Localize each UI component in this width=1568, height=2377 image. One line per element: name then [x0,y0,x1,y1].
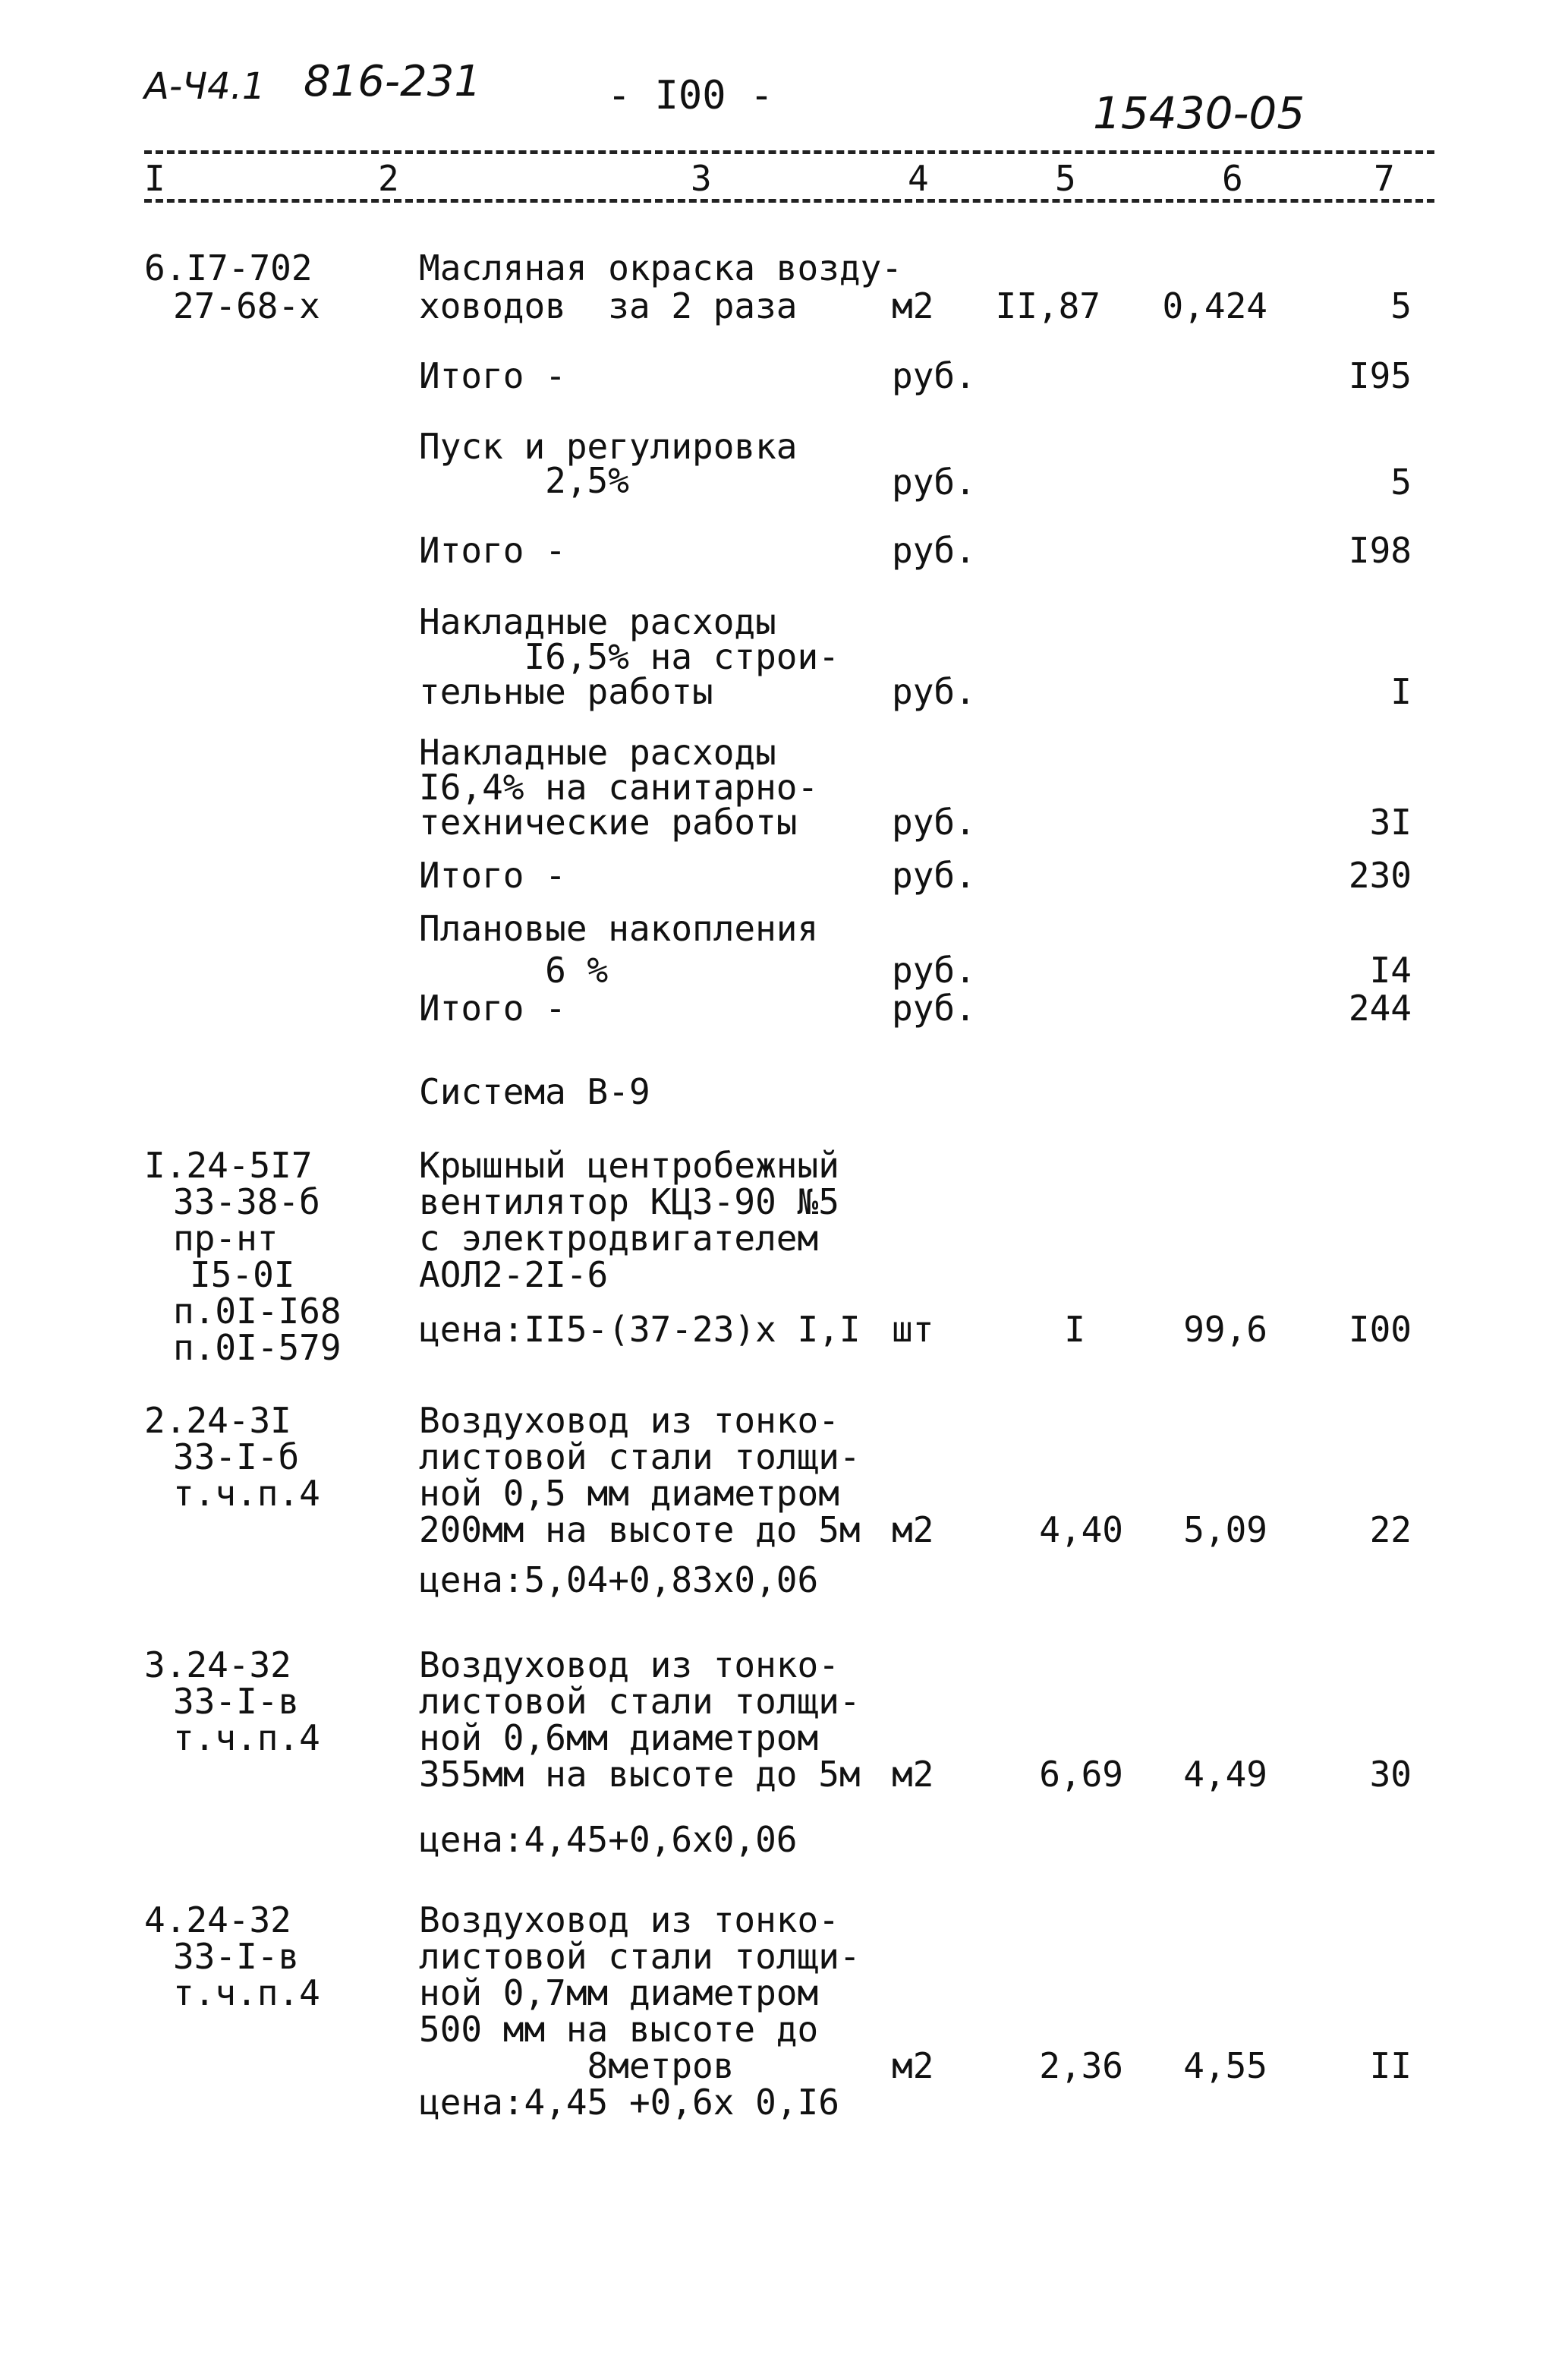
row-code-line: 33-I-в [173,1681,300,1722]
row-desc-line: 8метров [419,2045,735,2086]
sheet-ref: А-Ч4.1 [144,65,266,108]
row-code-line: т.ч.п.4 [173,1972,320,2013]
row-code-line: 27-68-х [173,285,320,326]
row-desc-line: Накладные расходы [419,601,776,642]
row-unit: м2 [892,1509,934,1550]
row-desc-line: тельные работы [419,671,713,712]
row-total: I4 [1369,950,1412,991]
column-number-4: 4 [908,158,929,199]
row-total: I98 [1348,530,1412,571]
row-code-line: п.0I-579 [173,1327,342,1368]
row-desc-line: 6 % [419,950,609,991]
row-total: 5 [1390,285,1412,326]
header-rule-top [144,150,1434,154]
row-unit: руб. [892,855,976,896]
row-unit: руб. [892,462,976,503]
row-qty: 6,69 [1039,1754,1123,1795]
row-unit: руб. [892,530,976,571]
row-code-line: 33-38-б [173,1181,320,1222]
row-total: II [1369,2045,1412,2086]
row-desc-line: 2,5% [419,460,629,501]
row-desc-line: с электродвигателем [419,1218,819,1259]
column-number-1: I [144,158,165,199]
row-unit: руб. [892,671,976,712]
row-desc-line: ной 0,5 мм диаметром [419,1473,839,1514]
row-unit: руб. [892,355,976,396]
row-desc-line: ховодов за 2 раза [419,285,798,326]
row-qty: II,87 [995,285,1100,326]
row-code-line: т.ч.п.4 [173,1717,320,1758]
row-desc-line: Плановые накопления [419,908,819,949]
row-desc-line: цена:5,04+0,83х0,06 [419,1559,819,1600]
row-unit: м2 [892,1754,934,1795]
header-rule-bottom [144,199,1434,203]
row-desc-line: ной 0,7мм диаметром [419,1972,819,2013]
row-code-line: 4.24-32 [144,1899,291,1940]
row-total: 230 [1348,855,1412,896]
row-total: 22 [1369,1509,1412,1550]
row-desc-line: Масляная окраска возду- [419,247,902,288]
row-desc-line: Итого - [419,855,566,896]
row-total: I [1390,671,1412,712]
row-total: I00 [1348,1309,1412,1350]
row-desc-line: цена:4,45+0,6х0,06 [419,1819,798,1860]
row-desc-line: 200мм на высоте до 5м [419,1509,861,1550]
row-unit: руб. [892,950,976,991]
row-desc-line: ной 0,6мм диаметром [419,1717,819,1758]
row-qty: 2,36 [1039,2045,1123,2086]
row-desc-line: Воздуховод из тонко- [419,1400,839,1441]
row-qty: I [1064,1309,1085,1350]
row-total: 3I [1369,802,1412,843]
row-code-line: п.0I-I68 [173,1291,342,1332]
column-number-5: 5 [1055,158,1076,199]
row-desc-line: листовой стали толщи- [419,1936,861,1977]
row-unit: шт [892,1309,934,1350]
row-desc-line: Итого - [419,530,566,571]
row-code-line: 33-I-б [173,1436,300,1477]
row-desc-line: технические работы [419,802,798,843]
row-code-line: 2.24-3I [144,1400,291,1441]
column-number-7: 7 [1374,158,1395,199]
row-code-line: 6.I7-702 [144,247,313,288]
row-desc-line: АОЛ2-2I-6 [419,1254,609,1295]
row-desc-line: листовой стали толщи- [419,1681,861,1722]
row-total: 30 [1369,1754,1412,1795]
row-price: 4,55 [1183,2045,1267,2086]
row-unit: руб. [892,988,976,1029]
row-desc-line: I6,5% на строи- [419,636,839,677]
row-code-line: 3.24-32 [144,1644,291,1685]
row-desc-line: Пуск и регулировка [419,426,798,467]
row-price: 4,49 [1183,1754,1267,1795]
row-price: 0,424 [1162,285,1267,326]
row-price: 5,09 [1183,1509,1267,1550]
row-desc-line: цена:4,45 +0,6х 0,I6 [419,2082,839,2123]
row-unit: руб. [892,802,976,843]
row-desc-line: Воздуховод из тонко- [419,1899,839,1940]
row-total: 5 [1390,462,1412,503]
page-number: - I00 - [607,73,774,118]
row-unit: м2 [892,2045,934,2086]
row-desc-line: I6,4% на санитарно- [419,767,819,808]
row-desc-line: Итого - [419,355,566,396]
row-qty: 4,40 [1039,1509,1123,1550]
document-number: 816-231 [304,57,481,106]
row-unit: м2 [892,285,934,326]
row-desc-line: листовой стали толщи- [419,1436,861,1477]
column-number-2: 2 [378,158,399,199]
row-desc-line: вентилятор КЦ3-90 №5 [419,1181,839,1222]
row-code-line: I.24-5I7 [144,1145,313,1186]
row-desc-line: 355мм на высоте до 5м [419,1754,861,1795]
row-code-line: т.ч.п.4 [173,1473,320,1514]
row-price: 99,6 [1183,1309,1267,1350]
row-code-line: 33-I-в [173,1936,300,1977]
row-total: 244 [1348,988,1412,1029]
row-desc-line: Крышный центробежный [419,1145,839,1186]
row-desc-line: Итого - [419,988,566,1029]
row-desc-line: 500 мм на высоте до [419,2009,819,2050]
section-heading: Система В-9 [419,1071,650,1112]
row-code-line: I5-0I [190,1254,295,1295]
column-number-3: 3 [691,158,712,199]
row-code-line: пр-нт [173,1218,279,1259]
row-total: I95 [1348,355,1412,396]
row-desc-line: Воздуховод из тонко- [419,1644,839,1685]
project-code: 15430-05 [1093,87,1305,139]
column-number-6: 6 [1222,158,1243,199]
row-desc-line: цена:II5-(37-23)х I,I [419,1309,861,1350]
row-desc-line: Накладные расходы [419,732,776,773]
